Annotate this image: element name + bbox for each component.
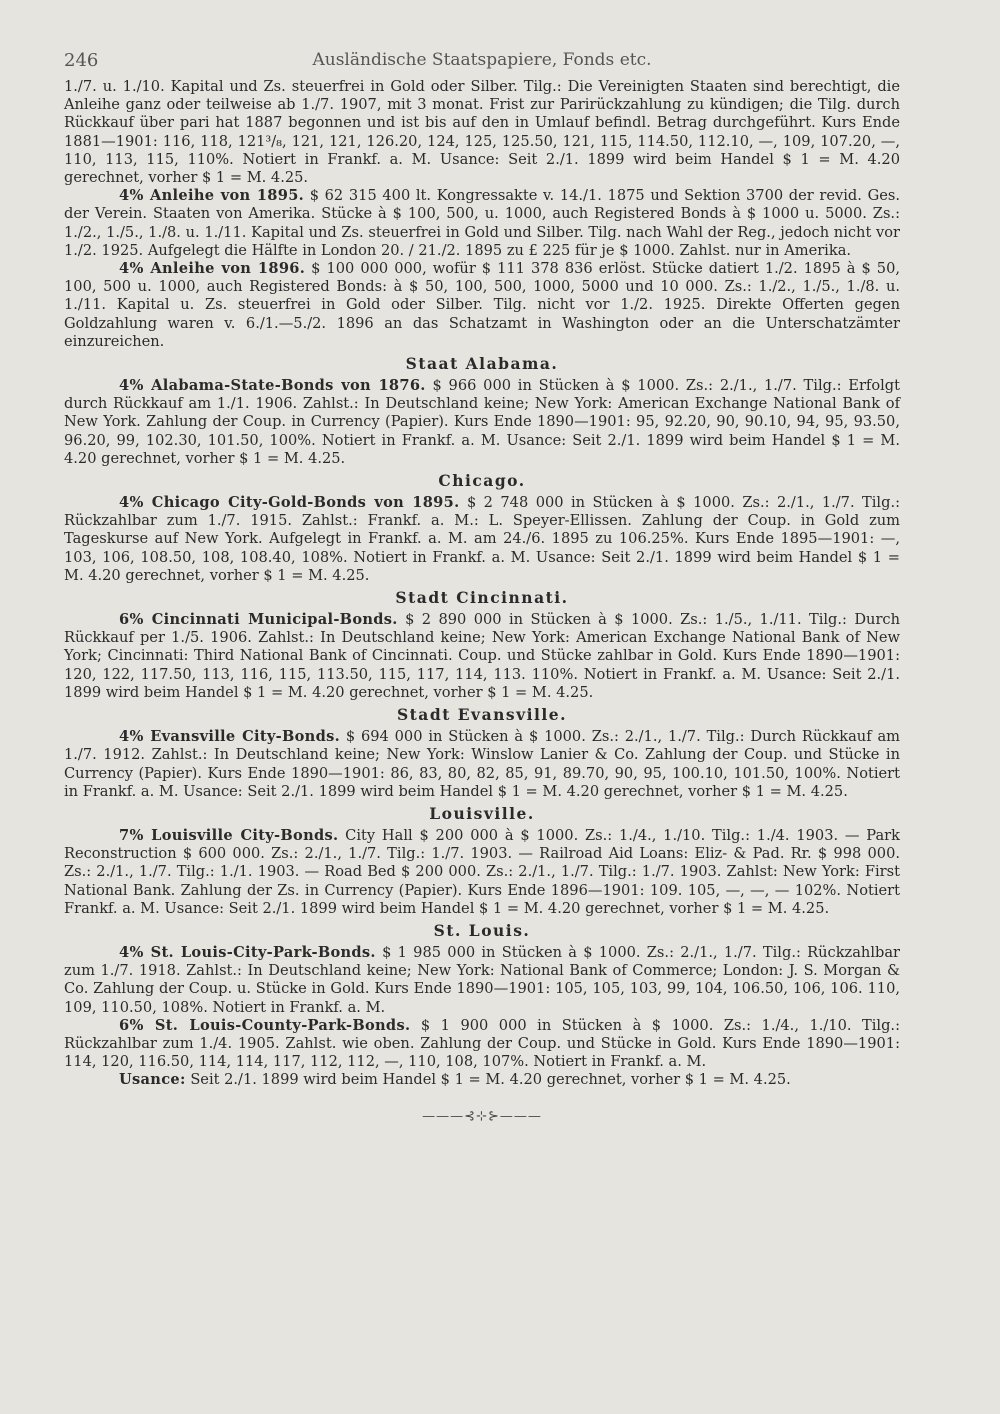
entry-title: 4% Anleihe von 1896.: [119, 260, 306, 278]
entry-title: 4% Chicago City-Gold-Bonds von 1895.: [119, 494, 460, 512]
paragraph-st-louis-city: 4% St. Louis-City-Park-Bonds. $ 1 985 000 in Stücken à $ 1000. Zs.: 2./1., 1./7. Tilg.: Rückzahlbar zum 1./7. 1918. Zahlst.: In Deutschland keine; New York: National Bank of Commerce; London: J. S. Morgan & Co. Zahlung der Coup. u. Stücke in Gold. Kurs Ende 1890—1901: 105, 105, 103, 99, 104, 106.50, 106, 106. 110, 109, 110.50, 108%. Notiert in Frankf. a. M.: [64, 943, 901, 1016]
entry-title: 4% Anleihe von 1895.: [119, 187, 305, 205]
paragraph-st-louis-county: 6% St. Louis-County-Park-Bonds. $ 1 900 000 in Stücken à $ 1000. Zs.: 1./4., 1./10. Tilg.: Rückzahlbar zum 1./4. 1905. Zahlst. wie oben. Zahlung der Coup. und Stücke in Gold. Kurs Ende 1890—1901: 114, 120, 116.50, 114, 114, 117, 112, 112, —, 110, 108, 107%. Notiert in Frankf. a. M.: [64, 1016, 900, 1071]
page-number: 246: [64, 50, 99, 71]
entry-title: 4% St. Louis-City-Park-Bonds.: [119, 943, 376, 961]
paragraph-anleihe-1895: 4% Anleihe von 1895. $ 62 315 400 lt. Kongressakte v. 14./1. 1875 und Sektion 3700 der revid. Ges. der Verein. Staaten von Amerika. Stücke à $ 100, 500, u. 1000, auch Registered Bonds à $ 1000 u. 5000. Zs.: 1./2., 1./5., 1./8. u. 1./11. Kapital und Zs. steuerfrei in Gold und Silber. Tilg. nach Wahl der Reg., jedoch nicht vor 1./2. 1925. Aufgelegt die Hälfte in London 20. / 21./2. 1895 zu £ 225 für je $ 1000. Zahlst. nur in Amerika.: [64, 187, 900, 259]
section-heading-alabama: Staat Alabama.: [405, 354, 559, 374]
document-body: [64, 78, 900, 1126]
paragraph-louisville: 7% Louisville City-Bonds. City Hall $ 200 000 à $ 1000. Zs.: 1./4., 1./10. Tilg.: 1./4. 1903. — Park Reconstruction $ 600 000. Zs.: 2./1., 1./7. Tilg.: 1./7. 1903. — Railroad Aid Loans: Eliz- & Pad. Rr. $ 998 000. Zs.: 2./1., 1./7. Tilg.: 1./1. 1903. — Road Bed $ 200 000. Zs.: 2./1., 1./7. Tilg.: 1./7. 1903. Zahlst: New York: First National Bank. Zahlung der Zs. in Currency (Papier). Kurs Ende 1896—1901: 109. 105, —, —, — 102%. Notiert Frankf. a. M. Usance: Seit 2./1. 1899 wird beim Handel $ 1 = M. 4.20 gerechnet, vorher $ 1 = M. 4.25.: [64, 826, 900, 917]
paragraph-usance: Usance: Seit 2./1. 1899 wird beim Handel $ 1 = M. 4.20 gerechnet, vorher $ 1 = M. 4.25.: [119, 1071, 791, 1089]
section-heading-chicago: Chicago.: [438, 471, 526, 491]
paragraph-continuation: 1./7. u. 1./10. Kapital und Zs. steuerfrei in Gold oder Silber. Tilg.: Die Vereinigten Staaten sind berechtigt, die Anleihe ganz oder teilweise ab 1./7. 1907, mit 3 monat. Frist zur Parirückzahlung zu kündigen; die Tilg. durch Rückkauf über pari hat 1887 begonnen und ist bis auf den in Umlauf befindl. Betrag durchgeführt. Kurs Ende 1881—1901: 116, 118, 121³/₈, 121, 121, 126.20, 124, 125, 125.50, 121, 115, 114.50, 112.10, —, 109, 107.20, —, 110, 113, 115, 110%. Notiert in Frankf. a. M. Usance: Seit 2./1. 1899 wird beim Handel $ 1 = M. 4.20 gerechnet, vorher $ 1 = M. 4.25.: [64, 78, 900, 187]
section-heading-louisville: Louisville.: [429, 803, 535, 823]
entry-title: 4% Evansville City-Bonds.: [119, 728, 340, 746]
entry-title: 6% Cincinnati Municipal-Bonds.: [119, 611, 398, 629]
paragraph-alabama: 4% Alabama-State-Bonds von 1876. $ 966 000 in Stücken à $ 1000. Zs.: 2./1., 1./7. Tilg.: Erfolgt durch Rückkauf am 1./1. 1906. Zahlst.: In Deutschland keine; New York: American Exchange National Bank of New York. Zahlung der Coup. in Currency (Papier). Kurs Ende 1890—1901: 95, 92.20, 90, 90.10, 94, 95, 93.50, 96.20, 99, 102.30, 101.50, 100%. Notiert in Frankf. a. M. Usance: Seit 2./1. 1899 wird beim Handel $ 1 = M. 4.20 gerechnet, vorher $ 1 = M. 4.25.: [64, 377, 900, 467]
section-heading-cincinnati: Stadt Cincinnati.: [395, 588, 569, 608]
ornament-divider: ———⊰⊹⊱———: [422, 1108, 542, 1124]
entry-title: 6% St. Louis-County-Park-Bonds.: [119, 1016, 411, 1034]
section-heading-st-louis: St. Louis.: [433, 920, 531, 940]
section-heading-evansville: Stadt Evansville.: [396, 705, 568, 725]
entry-title: 7% Louisville City-Bonds.: [119, 826, 339, 844]
entry-title: Usance:: [119, 1071, 186, 1089]
running-title: Ausländische Staatspapiere, Fonds etc.: [312, 50, 652, 70]
page-header: [64, 42, 900, 78]
paragraph-evansville: 4% Evansville City-Bonds. $ 694 000 in Stücken à $ 1000. Zs.: 2./1., 1./7. Tilg.: Durch Rückkauf am 1./7. 1912. Zahlst.: In Deutschland keine; New York: Winslow Lanier & Co. Zahlung der Coup. und Stücke in Currency (Papier). Kurs Ende 1890—1901: 86, 83, 80, 82, 85, 91, 89.70, 90, 95, 100.10, 101.50, 100%. Notiert in Frankf. a. M. Usance: Seit 2./1. 1899 wird beim Handel $ 1 = M. 4.20 gerechnet, vorher $ 1 = M. 4.25.: [64, 728, 900, 800]
entry-title: 4% Alabama-State-Bonds von 1876.: [119, 377, 426, 395]
paragraph-cincinnati: 6% Cincinnati Municipal-Bonds. $ 2 890 000 in Stücken à $ 1000. Zs.: 1./5., 1./11. Tilg.: Durch Rückkauf per 1./5. 1906. Zahlst.: In Deutschland keine; New York: American Exchange National Bank of New York; Cincinnati: Third National Bank of Cincinnati. Coup. und Stücke zahlbar in Gold. Kurs Ende 1890—1901: 120, 122, 117.50, 113, 116, 115, 113.50, 115, 117, 114, 113. 110%. Notiert in Frankf. a. M. Usance: Seit 2./1. 1899 wird beim Handel $ 1 = M. 4.20 gerechnet, vorher $ 1 = M. 4.25.: [64, 611, 901, 701]
paragraph-anleihe-1896: 4% Anleihe von 1896. $ 100 000 000, wofür $ 111 378 836 erlöst. Stücke datiert 1./2. 1895 à $ 50, 100, 500 u. 1000, auch Registered Bonds: à $ 50, 100, 500, 1000, 5000 und 10 000. Zs.: 1./2., 1./5., 1./8. u. 1./11. Kapital u. Zs. steuerfrei in Gold oder Silber. Tilg. nicht vor 1./2. 1925. Direkte Offerten gegen Goldzahlung waren v. 6./1.—5./2. 1896 an das Schatzamt in Washington oder an die Unterschatzämter einzureichen.: [64, 260, 900, 350]
paragraph-chicago: 4% Chicago City-Gold-Bonds von 1895. $ 2 748 000 in Stücken à $ 1000. Zs.: 2./1., 1./7. Tilg.: Rückzahlbar zum 1./7. 1915. Zahlst.: Frankf. a. M.: L. Speyer-Ellissen. Zahlung der Coup. in Gold zum Tageskurse auf New York. Aufgelegt in Frankf. a. M. am 24./6. 1895 zu 106.25%. Kurs Ende 1895—1901: —, 103, 106, 108.50, 108, 108.40, 108%. Notiert in Frankf. a. M. Usance: Seit 2./1. 1899 wird beim Handel $ 1 = M. 4.20 gerechnet, vorher $ 1 = M. 4.25.: [64, 494, 900, 584]
